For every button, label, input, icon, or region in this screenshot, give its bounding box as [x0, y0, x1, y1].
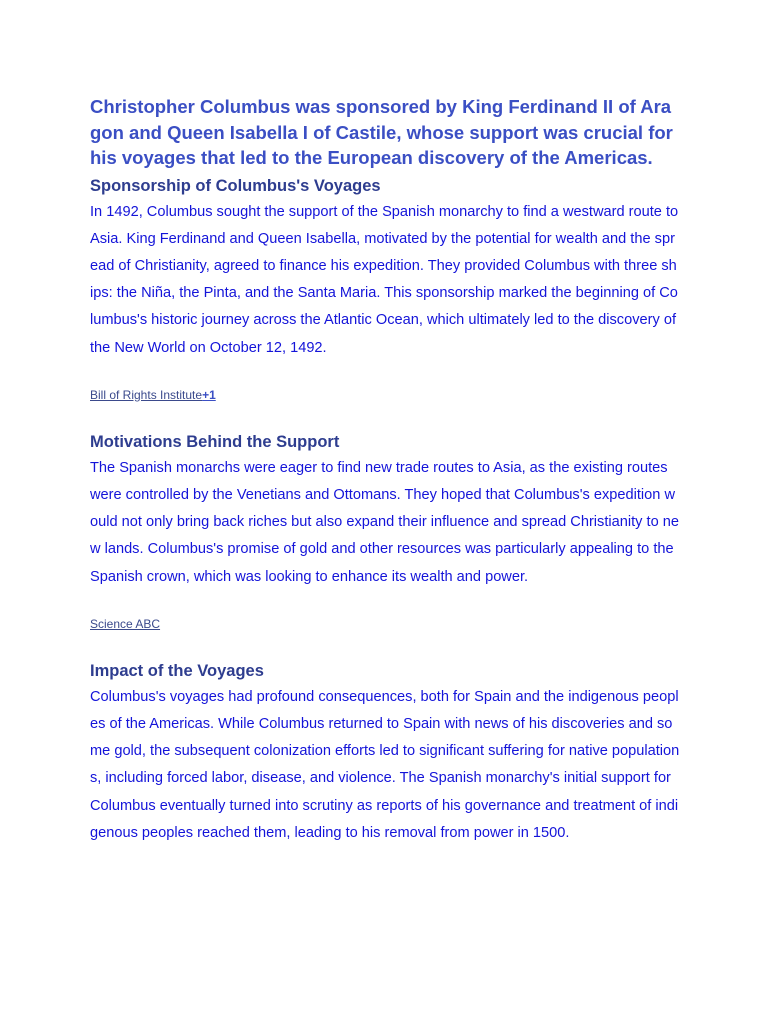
source-citation [90, 387, 680, 403]
section-body-motivations: The Spanish monarchs were eager to find new trade routes to Asia, as the existing routes were controlled by the Venetians and Ottomans. They hoped that Columbus's expedition would not only bring back riches but also expand their influence and spread Christianity to new lands. Columbus's promise of gold and other resources was particularly appealing to the Spanish crown, which was looking to enhance its wealth and power. [90, 459, 679, 585]
section-heading-motivations: Motivations Behind the Support [90, 432, 340, 451]
page-title: Christopher Columbus was sponsored by King Ferdinand II of Aragon and Queen Isabella I of Castile, whose support was crucial for his voyages that led to the European discovery of the Americas. [90, 96, 673, 168]
source-more-badge[interactable]: +1 [202, 387, 216, 402]
section-heading-sponsorship: Sponsorship of Columbus's Voyages [90, 176, 381, 195]
section-heading-impact: Impact of the Voyages [90, 661, 264, 680]
source-link-bill-of-rights-institute[interactable]: Bill of Rights Institute [90, 387, 203, 402]
section-body-sponsorship: In 1492, Columbus sought the support of the Spanish monarchy to find a westward route to Asia. King Ferdinand and Queen Isabella, motivated by the potential for wealth and the spread of Christianity, agreed to finance his expedition. They provided Columbus with three ships: the Niña, the Pinta, and the Santa Maria. This sponsorship marked the beginning of Columbus's historic journey across the Atlantic Ocean, which ultimately led to the discovery of the New World on October 12, 1492. [90, 203, 679, 356]
source-citation [90, 616, 680, 632]
section-body-impact: Columbus's voyages had profound consequences, both for Spain and the indigenous peoples of the Americas. While Columbus returned to Spain with news of his discoveries and some gold, the subsequent colonization efforts led to significant suffering for native populations, including forced labor, disease, and violence. The Spanish monarchy's initial support for Columbus eventually turned into scrutiny as reports of his governance and treatment of indigenous peoples reached them, leading to his removal from power in 1500. [90, 688, 680, 841]
source-link-science-abc[interactable]: Science ABC [90, 616, 161, 631]
document-page [90, 94, 680, 847]
